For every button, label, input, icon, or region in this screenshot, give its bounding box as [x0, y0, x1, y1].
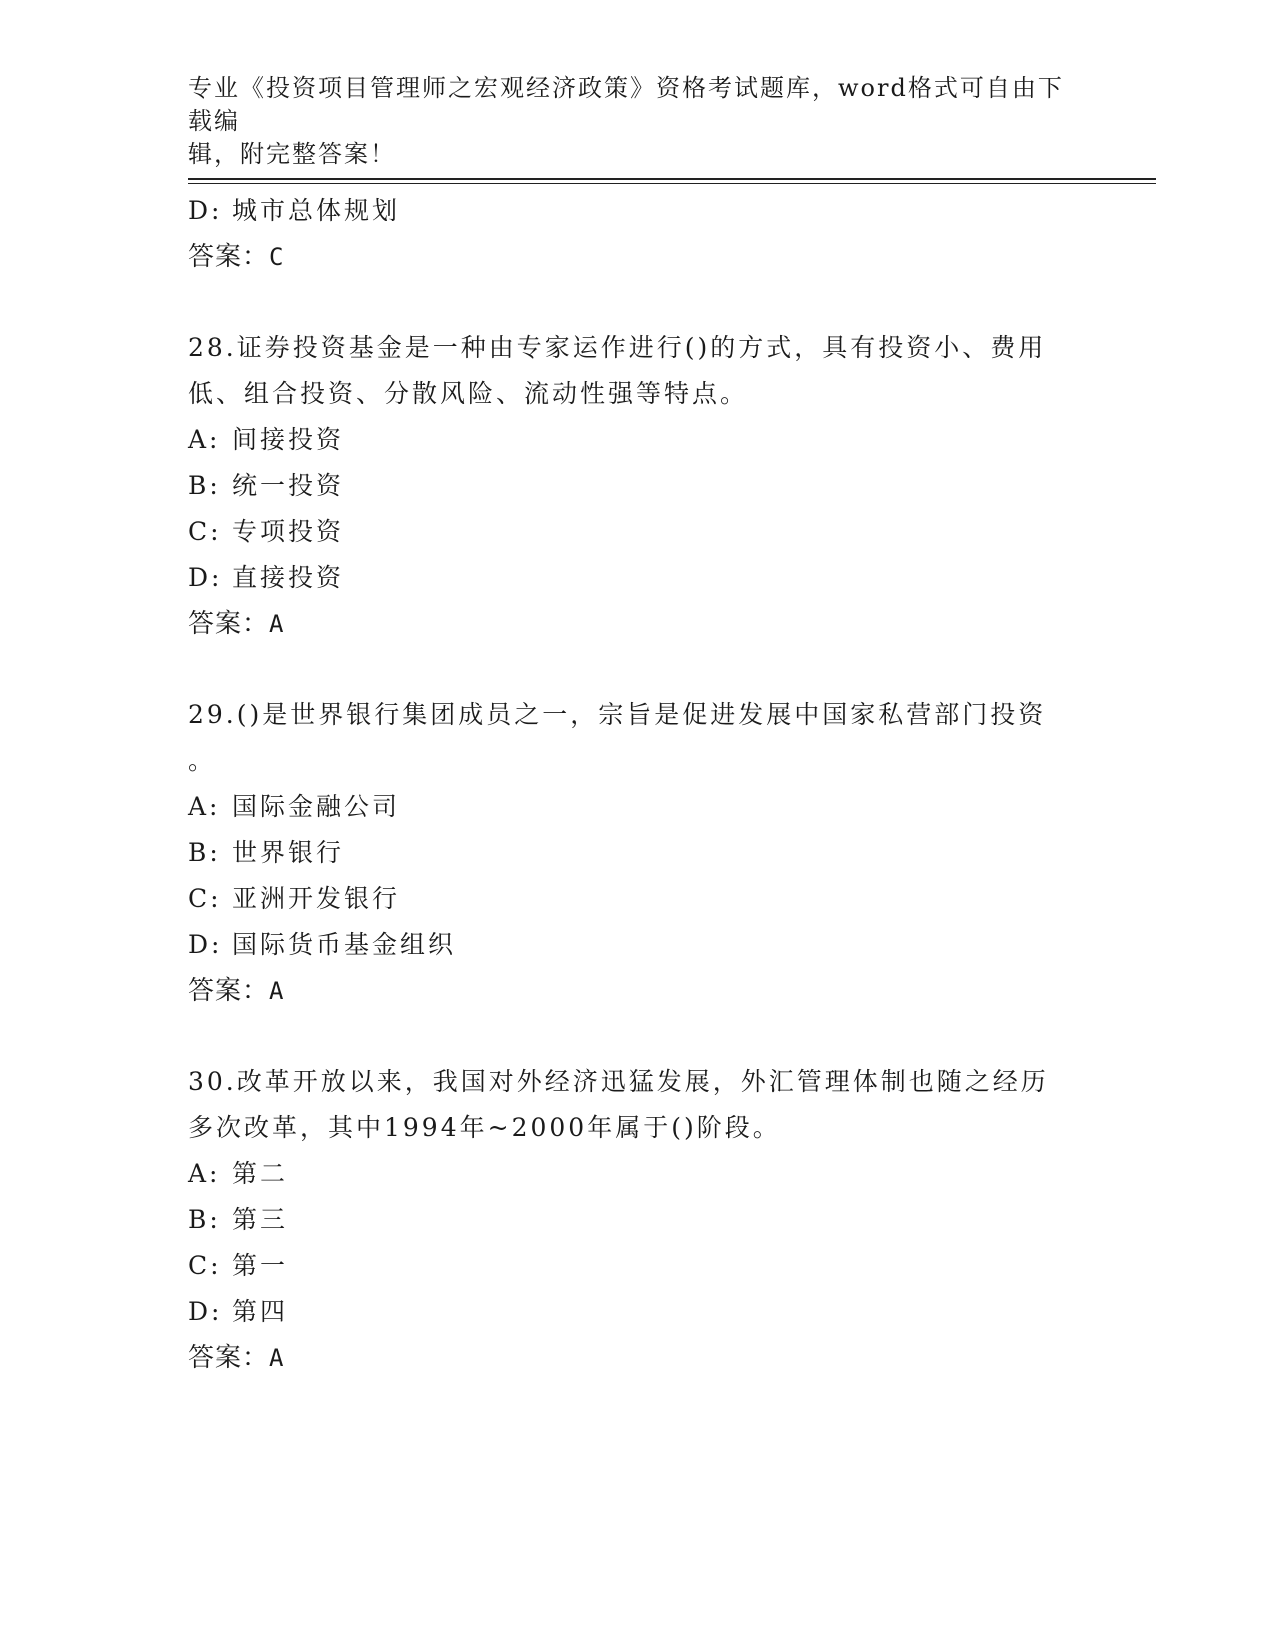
prev-question-answer — [188, 234, 1088, 280]
option-text: 专项投资 — [232, 517, 345, 546]
option-letter: D: — [188, 1297, 223, 1326]
answer-value: C — [269, 243, 285, 271]
question-stem-line: 低、组合投资、分散风险、流动性强等特点。 — [188, 379, 749, 408]
question-list — [188, 188, 1088, 1381]
question-29-option-a — [188, 784, 1088, 830]
question-29-option-d — [188, 922, 1088, 968]
answer-value: A — [269, 610, 285, 638]
option-letter: A: — [188, 792, 221, 821]
question-28-stem — [188, 325, 1088, 417]
document-header — [188, 72, 1078, 171]
option-letter: D: — [188, 930, 223, 959]
question-28-option-a — [188, 417, 1088, 463]
option-text: 国际金融公司 — [232, 792, 401, 821]
question-stem-line: 29.()是世界银行集团成员之一，宗旨是促进发展中国家私营部门投资 — [188, 700, 1047, 729]
option-text: 国际货币基金组织 — [232, 930, 457, 959]
option-text: 直接投资 — [232, 563, 345, 592]
question-30-option-a — [188, 1151, 1088, 1197]
option-letter: C: — [188, 884, 222, 913]
option-letter: D: — [188, 563, 223, 592]
option-text: 第二 — [232, 1159, 289, 1188]
option-text: 城市总体规划 — [232, 196, 401, 225]
header-line-1: 专业《投资项目管理师之宏观经济政策》资格考试题库，word格式可自由下载编 — [188, 74, 1064, 135]
option-text: 统一投资 — [232, 471, 345, 500]
question-28-option-b — [188, 463, 1088, 509]
question-spacer — [188, 647, 1088, 692]
option-letter: B: — [188, 838, 221, 867]
header-divider-thin — [188, 183, 1156, 184]
option-text: 第四 — [232, 1297, 289, 1326]
option-letter: B: — [188, 1205, 221, 1234]
question-28-option-c — [188, 509, 1088, 555]
option-letter: B: — [188, 471, 221, 500]
header-divider-thick — [188, 178, 1156, 180]
option-text: 第一 — [232, 1251, 289, 1280]
question-29-option-b — [188, 830, 1088, 876]
option-text: 间接投资 — [232, 425, 345, 454]
question-30-option-d — [188, 1289, 1088, 1335]
header-line-2: 辑，附完整答案！ — [188, 140, 396, 168]
answer-label: 答案： — [188, 609, 270, 639]
option-text: 亚洲开发银行 — [232, 884, 401, 913]
option-text: 世界银行 — [232, 838, 345, 867]
question-29-option-c — [188, 876, 1088, 922]
answer-label: 答案： — [188, 242, 270, 272]
prev-question-option-d — [188, 188, 1088, 234]
question-28-option-d — [188, 555, 1088, 601]
question-30-option-b — [188, 1197, 1088, 1243]
answer-value: A — [269, 977, 285, 1005]
question-29-answer — [188, 968, 1088, 1014]
option-letter: A: — [188, 425, 221, 454]
option-letter: C: — [188, 1251, 222, 1280]
question-29-stem — [188, 692, 1088, 784]
question-stem-line: 多次改革，其中1994年~2000年属于()阶段。 — [188, 1113, 781, 1142]
question-30-answer — [188, 1335, 1088, 1381]
question-stem-line: 。 — [188, 746, 217, 775]
question-30-option-c — [188, 1243, 1088, 1289]
option-letter: A: — [188, 1159, 221, 1188]
answer-label: 答案： — [188, 1343, 270, 1373]
answer-value: A — [269, 1344, 285, 1372]
option-letter: C: — [188, 517, 222, 546]
answer-label: 答案： — [188, 976, 270, 1006]
question-stem-line: 28.证券投资基金是一种由专家运作进行()的方式，具有投资小、费用 — [188, 333, 1047, 362]
question-spacer — [188, 1014, 1088, 1059]
question-28-answer — [188, 601, 1088, 647]
question-30-stem — [188, 1059, 1088, 1151]
question-spacer — [188, 280, 1088, 325]
option-letter: D: — [188, 196, 223, 225]
question-stem-line: 30.改革开放以来，我国对外经济迅猛发展，外汇管理体制也随之经历 — [188, 1067, 1049, 1096]
option-text: 第三 — [232, 1205, 289, 1234]
